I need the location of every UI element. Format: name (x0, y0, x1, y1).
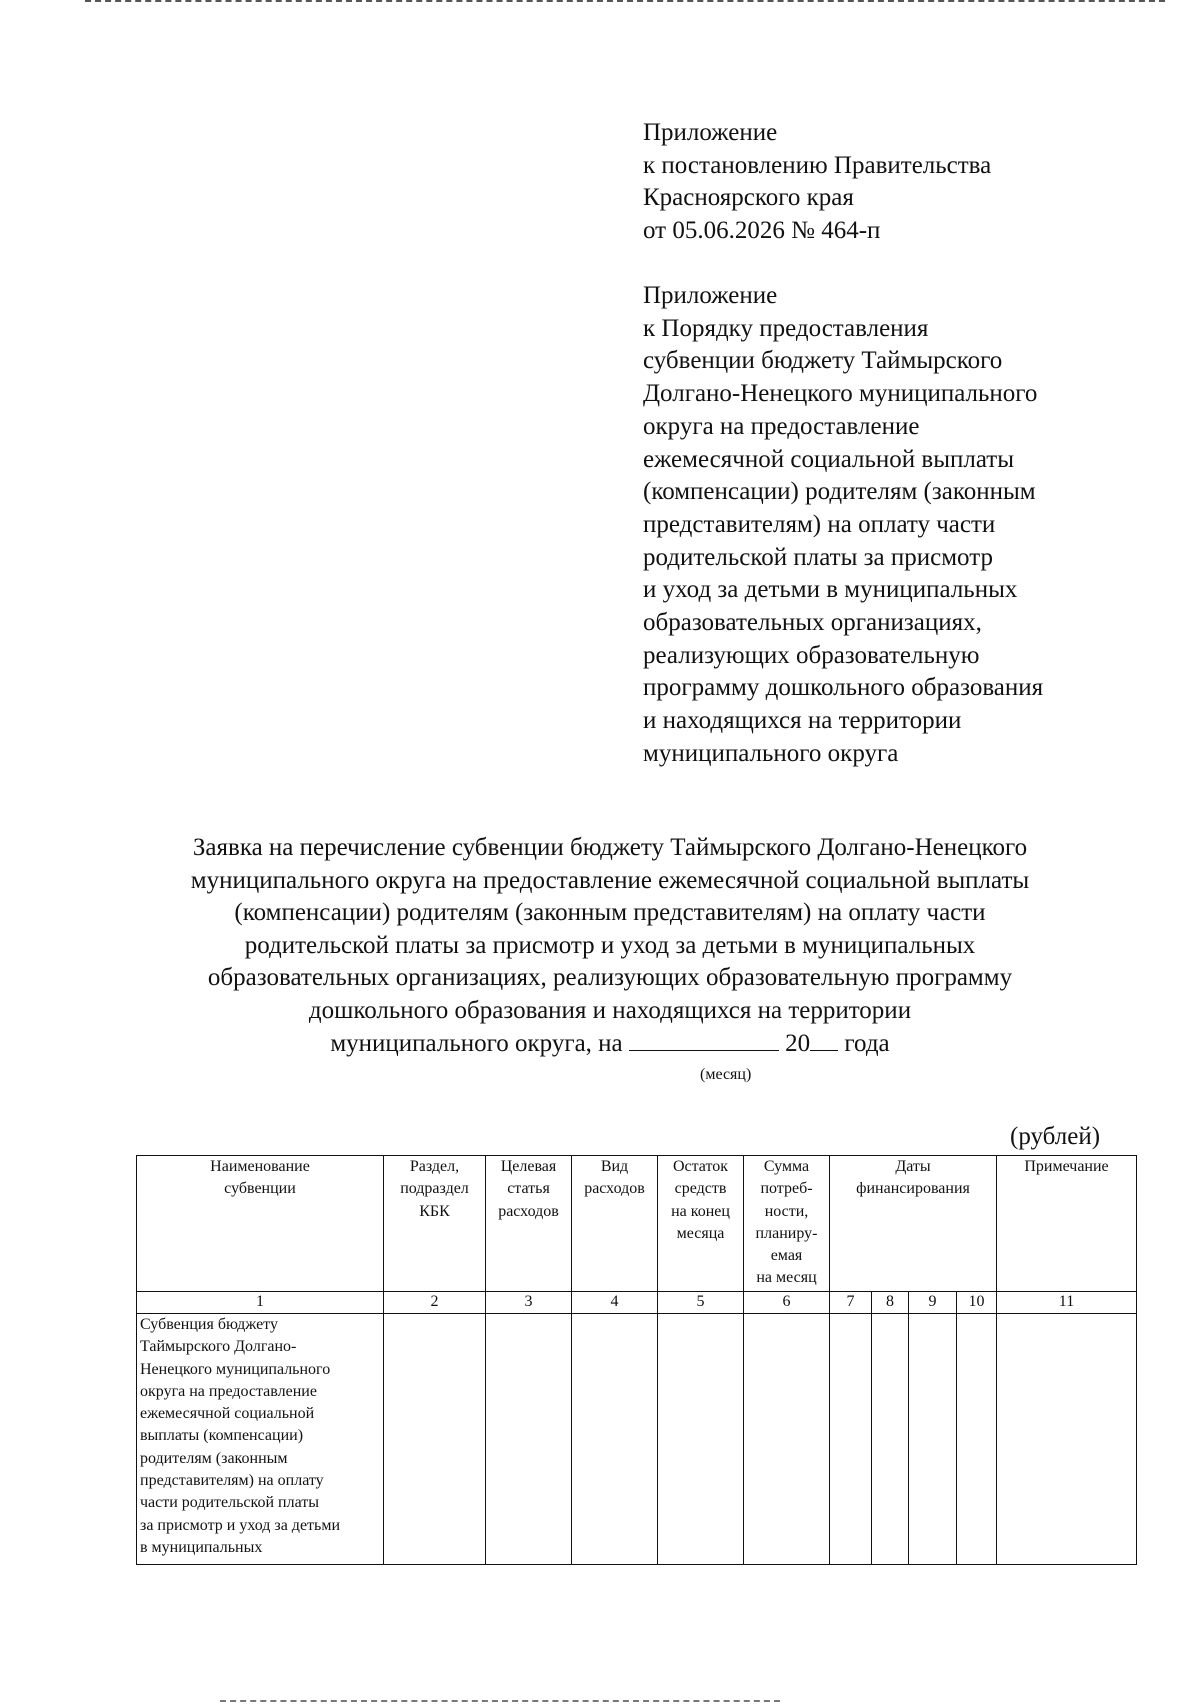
title-line: родительской платы за присмотр и уход за детьми в муниципальных (244, 931, 976, 959)
appendix-line: Приложение (643, 282, 778, 309)
column-number: 10 (957, 1292, 997, 1314)
column-number-row (137, 1292, 1137, 1314)
header-target-article: Целевая статья расходов (486, 1156, 572, 1292)
title-last-suffix: года (844, 1029, 890, 1057)
header-financing-dates: Даты финансирования (830, 1156, 997, 1292)
appendix-resolution-block (643, 117, 1183, 248)
appendix-order-block (643, 280, 1183, 771)
column-number: 9 (909, 1292, 957, 1314)
appendix-line: Красноярского края (643, 184, 854, 212)
appendix-line: реализующих образовательную (643, 641, 980, 669)
financing-date-cell-8[interactable] (872, 1314, 909, 1565)
column-number: 6 (744, 1292, 830, 1314)
appendix-line: ежемесячной социальной выплаты (643, 445, 1015, 473)
subvention-name-cell: Субвенция бюджету Таймырского Долгано- Ненецкого муниципального округа на предоставление ежемесячной социальной выплаты (компенсации) родителям (законным представителям) на оплату части родительской платы за присмотр и уход за детьми в муниципальных (137, 1314, 384, 1565)
title-last-prefix: муниципального округа, на (330, 1029, 623, 1057)
title-line: образовательных организациях, реализующих образовательную программу (207, 964, 1013, 992)
appendix-line: Приложение (643, 119, 778, 146)
title-line: дошкольного образования и находящихся на территории (308, 996, 912, 1024)
appendix-line: к Порядку предоставления (643, 314, 929, 342)
header-balance: Остаток средств на конец месяца (658, 1156, 744, 1292)
financing-date-cell-10[interactable] (957, 1314, 997, 1565)
table-header-row (137, 1156, 1137, 1292)
appendix-line: субвенции бюджету Таймырского (643, 347, 1003, 375)
section-cell[interactable] (384, 1314, 486, 1565)
month-hint: (месяц) (700, 1066, 752, 1083)
appendix-line: программу дошкольного образования (643, 674, 1044, 702)
subvention-request-table (136, 1155, 1137, 1565)
balance-cell[interactable] (658, 1314, 744, 1565)
appendix-line: представителям) на оплату части (643, 510, 996, 538)
financing-date-cell-9[interactable] (909, 1314, 957, 1565)
appendix-line: Долгано-Ненецкого муниципального (643, 380, 1038, 408)
month-blank-field[interactable] (629, 1028, 779, 1051)
document-title (95, 832, 1125, 1060)
title-line: Заявка на перечисление субвенции бюджету Таймырского Долгано-Ненецкого (192, 834, 1028, 861)
column-number: 8 (872, 1292, 909, 1314)
title-line: муниципального округа на предоставление ежемесячной социальной выплаты (190, 866, 1030, 894)
year-blank-field[interactable] (810, 1028, 838, 1051)
monthly-need-cell[interactable] (744, 1314, 830, 1565)
header-monthly-need: Сумма потреб- ности, планиру- емая на месяц (744, 1156, 830, 1292)
title-line: (компенсации) родителям (законным представителям) на оплату части (234, 899, 986, 927)
column-number: 7 (830, 1292, 872, 1314)
header-section: Раздел, подраздел КБК (384, 1156, 486, 1292)
currency-unit: (рублей) (1010, 1123, 1101, 1150)
appendix-line: муниципального округа (643, 739, 899, 767)
target-article-cell[interactable] (486, 1314, 572, 1565)
column-number: 2 (384, 1292, 486, 1314)
title-last-line (95, 1028, 1125, 1061)
column-number: 3 (486, 1292, 572, 1314)
appendix-line: образовательных организациях, (643, 609, 982, 637)
note-cell[interactable] (997, 1314, 1137, 1565)
appendix-line: и уход за детьми в муниципальных (643, 576, 1018, 604)
column-number: 5 (658, 1292, 744, 1314)
appendix-line: (компенсации) родителям (законным (643, 478, 1036, 506)
page-bottom-edge (220, 1700, 780, 1702)
page-top-edge (85, 0, 1165, 2)
year-prefix: 20 (785, 1029, 811, 1057)
table-row (137, 1314, 1137, 1565)
appendix-line: округа на предоставление (643, 412, 920, 440)
column-number: 11 (997, 1292, 1137, 1314)
column-number: 4 (572, 1292, 658, 1314)
header-expense-type: Вид расходов (572, 1156, 658, 1292)
appendix-date-number: от 05.06.2026 № 464-п (643, 217, 881, 245)
expense-type-cell[interactable] (572, 1314, 658, 1565)
header-note: Примечание (997, 1156, 1137, 1292)
appendix-line: к постановлению Правительства (643, 151, 992, 179)
header-name: Наименование субвенции (137, 1156, 384, 1292)
financing-date-cell-7[interactable] (830, 1314, 872, 1565)
column-number: 1 (137, 1292, 384, 1314)
appendix-line: и находящихся на территории (643, 707, 962, 735)
appendix-line: родительской платы за присмотр (643, 543, 993, 571)
